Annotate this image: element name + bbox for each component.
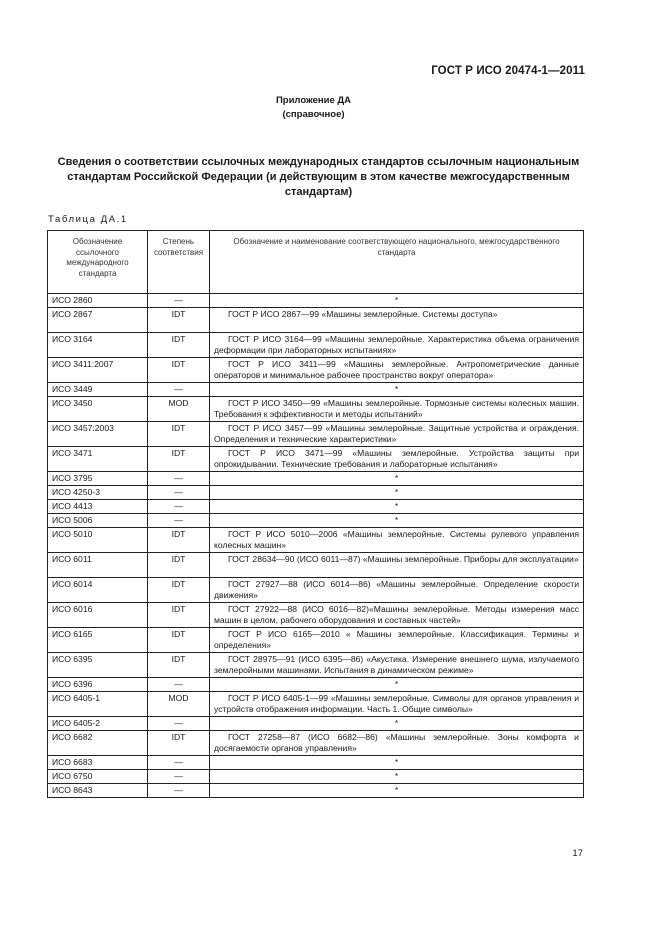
cell-national (210, 756, 584, 770)
table-row (48, 717, 584, 731)
cell-reference-text: ИСО 3164 (52, 334, 93, 344)
cell-national (210, 603, 584, 628)
cell-reference-text: ИСО 6165 (52, 629, 93, 639)
table-row (48, 333, 584, 358)
cell-degree-text: — (174, 487, 183, 497)
cell-national (210, 514, 584, 528)
cell-degree (148, 692, 210, 717)
table-row (48, 383, 584, 397)
cell-degree-text: IDT (171, 334, 186, 344)
cell-reference-text: ИСО 6405-1 (52, 693, 101, 703)
cell-national-text: * (394, 785, 399, 795)
cell-reference (48, 528, 148, 553)
cell-degree (148, 294, 210, 308)
cell-reference (48, 500, 148, 514)
cell-degree-text: — (174, 515, 183, 525)
cell-reference (48, 770, 148, 784)
cell-degree (148, 383, 210, 397)
appendix-subtitle: (справочное) (282, 109, 345, 120)
cell-national-text: * (394, 473, 399, 483)
cell-national-text: ГОСТ Р ИСО 3411—99 «Машины землеройные. Антропометрические данные операторов и минимальное рабочее пространство вокруг оператора» (214, 359, 579, 380)
table-row (48, 756, 584, 770)
cell-reference-text: ИСО 3795 (52, 473, 93, 483)
cell-degree (148, 717, 210, 731)
cell-degree-text: — (174, 384, 183, 394)
appendix-title: Приложение ДА (275, 95, 352, 106)
cell-degree-text: IDT (171, 604, 186, 614)
cell-reference (48, 422, 148, 447)
table-row (48, 294, 584, 308)
cell-degree-text: — (174, 785, 183, 795)
cell-degree (148, 358, 210, 383)
cell-degree-text: — (174, 679, 183, 689)
cell-reference (48, 692, 148, 717)
table-row (48, 784, 584, 798)
cell-degree (148, 628, 210, 653)
cell-national-text: * (394, 757, 399, 767)
cell-national (210, 784, 584, 798)
table-header-row (48, 231, 584, 294)
cell-national-text: * (394, 718, 399, 728)
cell-national-text: * (394, 295, 399, 305)
cell-degree (148, 603, 210, 628)
cell-national (210, 717, 584, 731)
cell-reference (48, 486, 148, 500)
cell-national-text: ГОСТ 27258—87 (ИСО 6682—86) «Машины землеройные. Зоны комфорта и досягаемости органов управления» (214, 732, 579, 753)
cell-reference-text: ИСО 3411:2007 (52, 359, 114, 369)
appendix-heading (0, 94, 627, 122)
cell-degree-text: — (174, 501, 183, 511)
cell-reference-text: ИСО 3471 (52, 448, 93, 458)
cell-degree (148, 784, 210, 798)
cell-degree-text: IDT (171, 579, 186, 589)
cell-reference (48, 578, 148, 603)
cell-degree-text: MOD (168, 693, 189, 703)
cell-national (210, 770, 584, 784)
cell-reference (48, 756, 148, 770)
cell-national (210, 578, 584, 603)
cell-reference-text: ИСО 6011 (52, 554, 92, 564)
cell-degree-text: IDT (171, 554, 186, 564)
column-header-reference: Обозначение ссылочного международного стандарта (48, 231, 148, 294)
cell-reference (48, 358, 148, 383)
table-caption: Таблица ДА.1 (48, 214, 128, 225)
cell-degree (148, 333, 210, 358)
cell-reference (48, 553, 148, 578)
cell-degree-text: — (174, 295, 183, 305)
cell-degree-text: IDT (171, 309, 186, 319)
cell-national (210, 447, 584, 472)
table-row (48, 308, 584, 333)
cell-reference (48, 731, 148, 756)
cell-national-text: * (394, 679, 399, 689)
table-row (48, 472, 584, 486)
cell-reference-text: ИСО 6014 (52, 579, 93, 589)
cell-national-text: ГОСТ 28634—90 (ИСО 6011—87) «Машины землеройные. Приборы для эксплуатации» (228, 554, 579, 564)
cell-degree-text: — (174, 718, 183, 728)
cell-national (210, 472, 584, 486)
cell-national-text: ГОСТ 27927—88 (ИСО 6014—86) «Машины землеройные. Определение скорости движения» (214, 579, 579, 600)
cell-national (210, 678, 584, 692)
cell-national (210, 500, 584, 514)
cell-reference-text: ИСО 5010 (52, 529, 93, 539)
document-code: ГОСТ Р ИСО 20474-1—2011 (431, 65, 585, 77)
cell-degree (148, 578, 210, 603)
cell-national-text: ГОСТ Р ИСО 6405-1—99 «Машины землеройные. Символы для органов управления и устройств отображения информации. Часть 1. Общие символы» (214, 693, 579, 714)
cell-national (210, 528, 584, 553)
table-row (48, 422, 584, 447)
table-row (48, 553, 584, 578)
cell-reference-text: ИСО 6405-2 (52, 718, 101, 728)
cell-national-text: * (394, 384, 399, 394)
table-row (48, 486, 584, 500)
cell-reference (48, 678, 148, 692)
cell-national-text: ГОСТ Р ИСО 5010—2006 «Машины землеройные. Системы рулевого управления колесных машин» (214, 529, 579, 550)
cell-reference-text: ИСО 8643 (52, 785, 93, 795)
cell-national-text: ГОСТ Р ИСО 3164—99 «Машины землеройные. Характеристика объема ограничения деформации при лабораторных испытаниях» (214, 334, 579, 355)
section-title: Сведения о соответствии ссылочных международных стандартов ссылочным национальным стандартам Российской Федерации (и действующим в этом качестве межгосударственным стандартам) (57, 156, 580, 198)
cell-degree-text: IDT (171, 359, 186, 369)
table-row (48, 731, 584, 756)
cell-national (210, 422, 584, 447)
cell-reference-text: ИСО 6750 (52, 771, 93, 781)
table-row (48, 500, 584, 514)
cell-reference-text: ИСО 4250-3 (52, 487, 101, 497)
cell-national-text: ГОСТ Р ИСО 6165—2010 « Машины землеройные. Классификация. Термины и определения» (214, 629, 579, 650)
cell-reference (48, 603, 148, 628)
cell-national (210, 486, 584, 500)
cell-reference-text: ИСО 6683 (52, 757, 93, 767)
cell-reference (48, 397, 148, 422)
cell-degree-text: IDT (171, 448, 186, 458)
table-row (48, 628, 584, 653)
cell-national (210, 308, 584, 333)
cell-degree (148, 528, 210, 553)
table-row (48, 358, 584, 383)
table-row (48, 514, 584, 528)
cell-national-text: ГОСТ Р ИСО 3457—99 «Машины землеройные. Защитные устройства и ограждения. Определения и технические характеристики» (214, 423, 579, 444)
cell-degree (148, 486, 210, 500)
cell-reference-text: ИСО 2860 (52, 295, 93, 305)
cell-reference (48, 308, 148, 333)
table-row (48, 770, 584, 784)
column-header-national: Обозначение и наименование соответствующего национального, межгосударственного стандарта (210, 231, 584, 294)
cell-reference (48, 472, 148, 486)
cell-degree (148, 653, 210, 678)
cell-national-text: * (394, 487, 399, 497)
cell-reference-text: ИСО 6016 (52, 604, 93, 614)
cell-degree-text: MOD (168, 398, 189, 408)
cell-degree (148, 514, 210, 528)
cell-degree (148, 308, 210, 333)
table-row (48, 653, 584, 678)
cell-degree (148, 756, 210, 770)
cell-national (210, 358, 584, 383)
cell-national-text: ГОСТ 27922—88 (ИСО 6016—82)«Машины землеройные. Методы измерения масс машин в целом, рабочего оборудования и составных частей» (214, 604, 579, 625)
cell-national (210, 692, 584, 717)
cell-national (210, 333, 584, 358)
cell-reference-text: ИСО 5006 (52, 515, 93, 525)
cell-national (210, 383, 584, 397)
cell-reference-text: ИСО 6395 (52, 654, 93, 664)
cell-degree (148, 553, 210, 578)
cell-reference-text: ИСО 4413 (52, 501, 93, 511)
cell-national-text: ГОСТ 28975—91 (ИСО 6395—86) «Акустика. Измерение внешнего шума, излучаемого землеройными машинами. Испытания в динамическом режиме» (214, 654, 579, 675)
table-row (48, 603, 584, 628)
cell-national-text: ГОСТ Р ИСО 3471—99 «Машины землеройные. Устройства защиты при опрокидывании. Технические требования и лабораторные испытания» (214, 448, 579, 469)
cell-reference (48, 333, 148, 358)
cell-reference-text: ИСО 3450 (52, 398, 93, 408)
cell-reference (48, 784, 148, 798)
cell-national (210, 294, 584, 308)
cell-degree-text: IDT (171, 732, 186, 742)
cell-degree-text: IDT (171, 654, 186, 664)
cell-reference (48, 628, 148, 653)
cell-degree-text: IDT (171, 529, 186, 539)
table-row (48, 528, 584, 553)
cell-reference (48, 294, 148, 308)
cell-degree (148, 731, 210, 756)
table-row (48, 692, 584, 717)
cell-degree (148, 678, 210, 692)
cell-national-text: ГОСТ Р ИСО 2867—99 «Машины землеройные. Системы доступа» (228, 309, 498, 319)
cell-national (210, 397, 584, 422)
cell-degree (148, 770, 210, 784)
cell-degree (148, 500, 210, 514)
cell-reference (48, 514, 148, 528)
table-row (48, 578, 584, 603)
cell-degree-text: IDT (171, 629, 186, 639)
cell-reference-text: ИСО 3449 (52, 384, 93, 394)
cell-national-text: * (394, 771, 399, 781)
cell-degree (148, 447, 210, 472)
cell-national-text: * (394, 501, 399, 511)
correspondence-table (47, 230, 584, 798)
column-header-degree: Степень соответствия (148, 231, 210, 294)
cell-degree-text: — (174, 771, 183, 781)
cell-reference-text: ИСО 2867 (52, 309, 93, 319)
page-number: 17 (572, 848, 583, 859)
cell-reference-text: ИСО 3457:2003 (52, 423, 114, 433)
cell-reference (48, 717, 148, 731)
cell-degree-text: — (174, 473, 183, 483)
table-body (48, 294, 584, 798)
cell-reference-text: ИСО 6396 (52, 679, 93, 689)
cell-national (210, 653, 584, 678)
cell-degree-text: — (174, 757, 183, 767)
cell-degree (148, 422, 210, 447)
cell-degree (148, 472, 210, 486)
cell-national (210, 628, 584, 653)
cell-degree (148, 397, 210, 422)
cell-reference-text: ИСО 6682 (52, 732, 93, 742)
cell-national-text: ГОСТ Р ИСО 3450—99 «Машины землеройные. Тормозные системы колесных машин. Требования к эффективности и методы испытаний» (214, 398, 579, 419)
cell-national (210, 553, 584, 578)
table-row (48, 397, 584, 422)
cell-national-text: * (394, 515, 399, 525)
cell-reference (48, 447, 148, 472)
cell-reference (48, 383, 148, 397)
table-row (48, 678, 584, 692)
cell-national (210, 731, 584, 756)
cell-reference (48, 653, 148, 678)
table-row (48, 447, 584, 472)
cell-degree-text: IDT (171, 423, 186, 433)
